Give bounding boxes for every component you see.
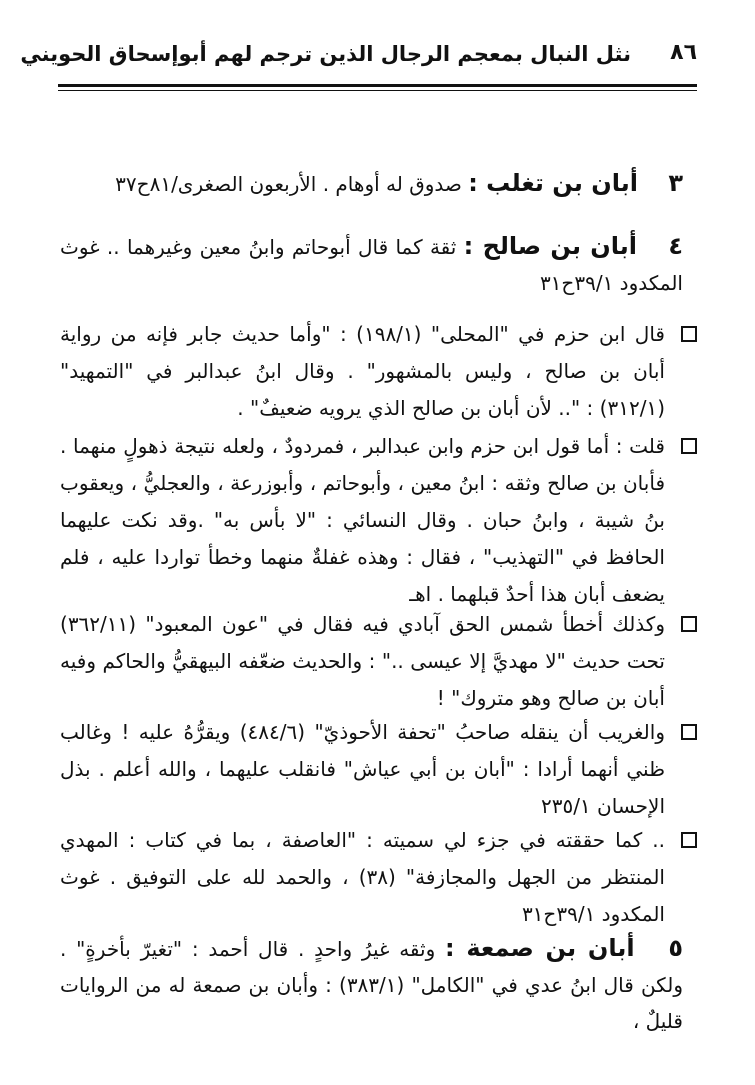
entry-text: وثقه غيرُ واحدٍ . قال أحمد : "تغيرّ بأخرةٍ" . ولكن قال ابنُ عدي في "الكامل" (٣٨٣/١) : وأبان بن صمعة له من الروايات قليلٌ ، xyxy=(60,937,683,1033)
entry-number: ٣ xyxy=(668,169,683,197)
page-number: ٨٦ xyxy=(670,40,697,65)
checkbox-icon xyxy=(681,832,697,848)
note-item xyxy=(60,714,697,825)
note-text: والغريب أن ينقله صاحبُ "تحفة الأحوذيّ" (٤٨٤/٦) ويقرُّهُ عليه ! وغالب ظني أنهما أرادا : "أبان بن أبي عياش" فانقلب عليهما ، والله أعلم . بذل الإحسان ٢٣٥/١ xyxy=(60,720,665,818)
note-text: قلت : أما قول ابن حزم وابن عبدالبر ، فمردودٌ ، ولعله نتيجة ذهولٍ منهما . فأبان بن صالح وثقه : ابنُ معين ، وأبوحاتم ، وأبوزرعة ، والعجليُّ ، ويعقوب بنُ شيبة ، وابنُ حبان . وقال النسائي : "لا بأس به" .وقد نكت عليهما الحافظ في "التهذيب" ، فقال : وهذه غفلةٌ منهما وخطأ تواردا عليه ، فلم يضعف أبان هذا أحدٌ قبلهما . اهـ xyxy=(60,434,665,606)
note-text: .. كما حققته في جزء لي سميته : "العاصفة ، بما في كتاب : المهدي المنتظر من الجهل والمجازفة" (٣٨) ، والحمد لله على التوفيق . غوث المكدود ٣٩/١ح٣١ xyxy=(60,828,665,926)
entry-text: ثقة كما قال أبوحاتم وابنُ معين وغيرهما .. غوث المكدود ٣٩/١ح٣١ xyxy=(60,235,683,295)
checkbox-icon xyxy=(681,724,697,740)
running-title: نثل النبال بمعجم الرجال الذين ترجم لهم أبوإسحاق الحويني xyxy=(20,42,631,66)
checkbox-icon xyxy=(681,616,697,632)
entry-text: صدوق له أوهام . الأربعون الصغرى/٨١ح٣٧ xyxy=(115,172,462,196)
entry-5 xyxy=(60,930,683,1039)
note-item xyxy=(60,606,697,717)
note-text: قال ابن حزم في "المحلى" (١٩٨/١) : "وأما حديث جابر فإنه من رواية أبان بن صالح ، وليس بالمشهور" . وقال ابنُ عبدالبر في "التمهيد" (٣١٢/١) : ".. لأن أبان بن صالح الذي يرويه ضعيفٌ" . xyxy=(60,322,665,420)
entry-name: أبان بن صمعة : xyxy=(445,934,635,962)
checkbox-icon xyxy=(681,326,697,342)
header-rule xyxy=(58,84,697,89)
checkbox-icon xyxy=(681,438,697,454)
entry-number: ٤ xyxy=(668,232,684,260)
note-text: وكذلك أخطأ شمس الحق آبادي فيه فقال في "عون المعبود" (٣٦٢/١١) تحت حديث "لا مهديَّ إلا عيسى .." : والحديث ضعّفه البيهقيُّ والحاكم وفيه أبان بن صالح وهو متروك" ! xyxy=(60,612,665,710)
entry-4 xyxy=(60,228,683,301)
entry-name: أبان بن صالح : xyxy=(463,232,638,260)
entry-3 xyxy=(60,165,683,202)
note-item xyxy=(60,428,697,613)
page-header xyxy=(20,38,697,78)
note-item xyxy=(60,822,697,933)
entry-number: ٥ xyxy=(668,934,684,962)
note-item xyxy=(60,316,697,427)
entry-name: أبان بن تغلب : xyxy=(468,169,638,197)
